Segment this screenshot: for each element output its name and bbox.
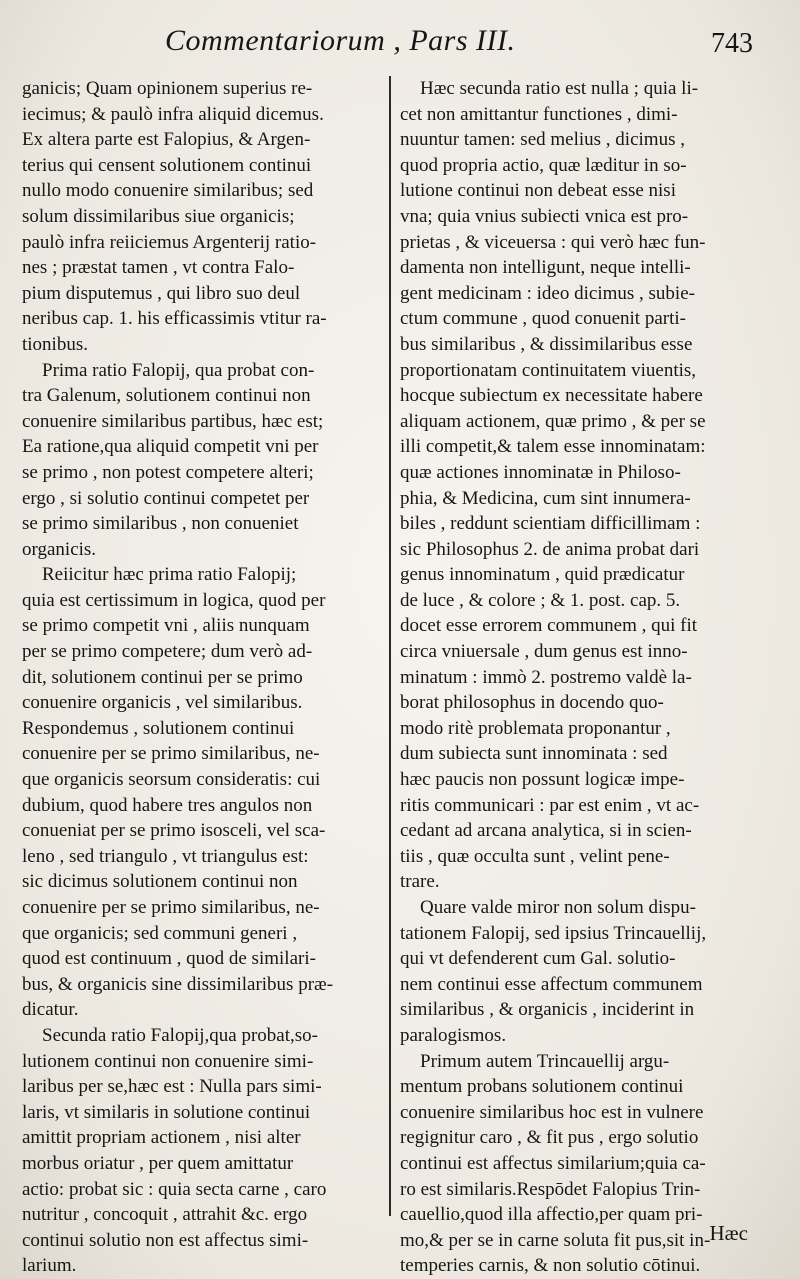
page-header (165, 18, 785, 64)
paragraph: Reiicitur hæc prima ratio Falopij; quia est certissimum in logica, quod per se primo competit vni , aliis nunquam per se primo competere; dum verò ad- dit, solutionem continui per se primo conuenire organicis , vel similaribus. Respondemus , solutionem continui conuenire per se primo similaribus, ne- que organicis seorsum consideratis: cui dubium, quod habere tres angulos non conueniat per se primo isosceli, vel sca- leno , sed triangulo , vt triangulus est: sic dicimus solutionem continui non conuenire per se primo similaribus, ne- que organicis; sed communi generi , quod est continuum , quod de similari- bus, & organicis sine dissimilaribus præ- dicatur. (22, 564, 334, 1021)
paragraph: ganicis; Quam opinionem superius re- iecimus; & paulò infra aliquid dicemus. Ex altera parte est Falopius, & Argen- terius qui censent solutionem continui nullo modo conuenire similaribus; sed solum dissimilaribus siue organicis; paulò infra reiiciemus Argenterij ratio- nes ; præstat tamen , vt contra Falo- pium disputemus , qui libro suo deul neribus cap. 1. his efficassimis vtitur ra- tionibus. (22, 78, 327, 355)
left-column (22, 76, 377, 1279)
paragraph: Quare valde miror non solum dispu- tationem Falopij, sed ipsius Trincauellij, qui vt defenderent cum Gal. solutio- nem continui esse affectum communem similaribus , & organicis , inciderint in paralogismos. (400, 897, 707, 1046)
running-title: Commentariorum , Pars III. (165, 24, 516, 57)
paragraph: Hæc secunda ratio est nulla ; quia li- cet non amittantur functiones , dimi- nuuntur tamen: sed melius , dicimus , quod propria actio, quæ læditur in so- lutione continui non debeat esse nisi vna; quia vnius subiecti vnica est pro- prietas , & viceuersa : qui verò hæc fun- damenta non intelligunt, neque intelli- gent medicinam : ideo dicimus , subie- ctum commune , quod conuenit parti- bus similaribus , & dissimilaribus esse proportionatam continuitatem viuentis, hocque subiectum ex necessitate habere aliquam actionem, quæ primo , & per se illi competit,& talem esse innominatam: quæ actiones innominatæ in Philoso- phia, & Medicina, cum sint innumera- biles , reddunt scientiam difficillimam : sic Philosophus 2. de anima probat dari genus innominatum , quid prædicatur de luce , & colore ; & 1. post. cap. 5. docet esse errorem communem , qui fit circa vniuersale , dum genus est inno- minatum : immò 2. postremo valdè la- borat philosophus in docendo quo- modo ritè problemata proponantur , dum subiecta sunt innominata : sed hæc paucis non possunt logicæ impe- ritis communicari : par est enim , vt ac- cedant ad arcana analytica, si in scien- tiis , quæ occulta sunt , velint pene- trare. (400, 78, 706, 893)
column-divider (389, 76, 391, 1216)
right-column (400, 76, 742, 1279)
paragraph: Prima ratio Falopij, qua probat con- tra Galenum, solutionem continui non conuenire similaribus partibus, hæc est; Ea ratione,qua aliquid competit vni per se primo , non potest competere alteri; ergo , si solutio continui competet per se primo similaribus , non conueniet organicis. (22, 359, 324, 560)
page-number: 743 (711, 28, 753, 59)
paragraph: Secunda ratio Falopij,qua probat,so- lutionem continui non conuenire simi- laribus per se,hæc est : Nulla pars simi- laris, vt similaris in solutione continui amittit propriam actionem , nisi alter morbus oriatur , per quem amittatur actio: probat sic : quia secta carne , caro nutritur , concoquit , attrahit &c. ergo continui solutio non est affectus simi- larium. (22, 1024, 327, 1277)
catchword: Hæc (709, 1221, 748, 1245)
paragraph: Primum autem Trincauellij argu- mentum probans solutionem continui conuenire similaribus hoc est in vulnere regignitur caro , & fit pus , ergo solutio continui est affectus similarium;quia ca- ro est similaris.Respōdet Falopius Trin- cauellio,quod illa affectio,per quam pri- mo,& per se in carne soluta fit pus,sit in- temperies carnis, & non solutio cōtinui. (400, 1050, 711, 1277)
